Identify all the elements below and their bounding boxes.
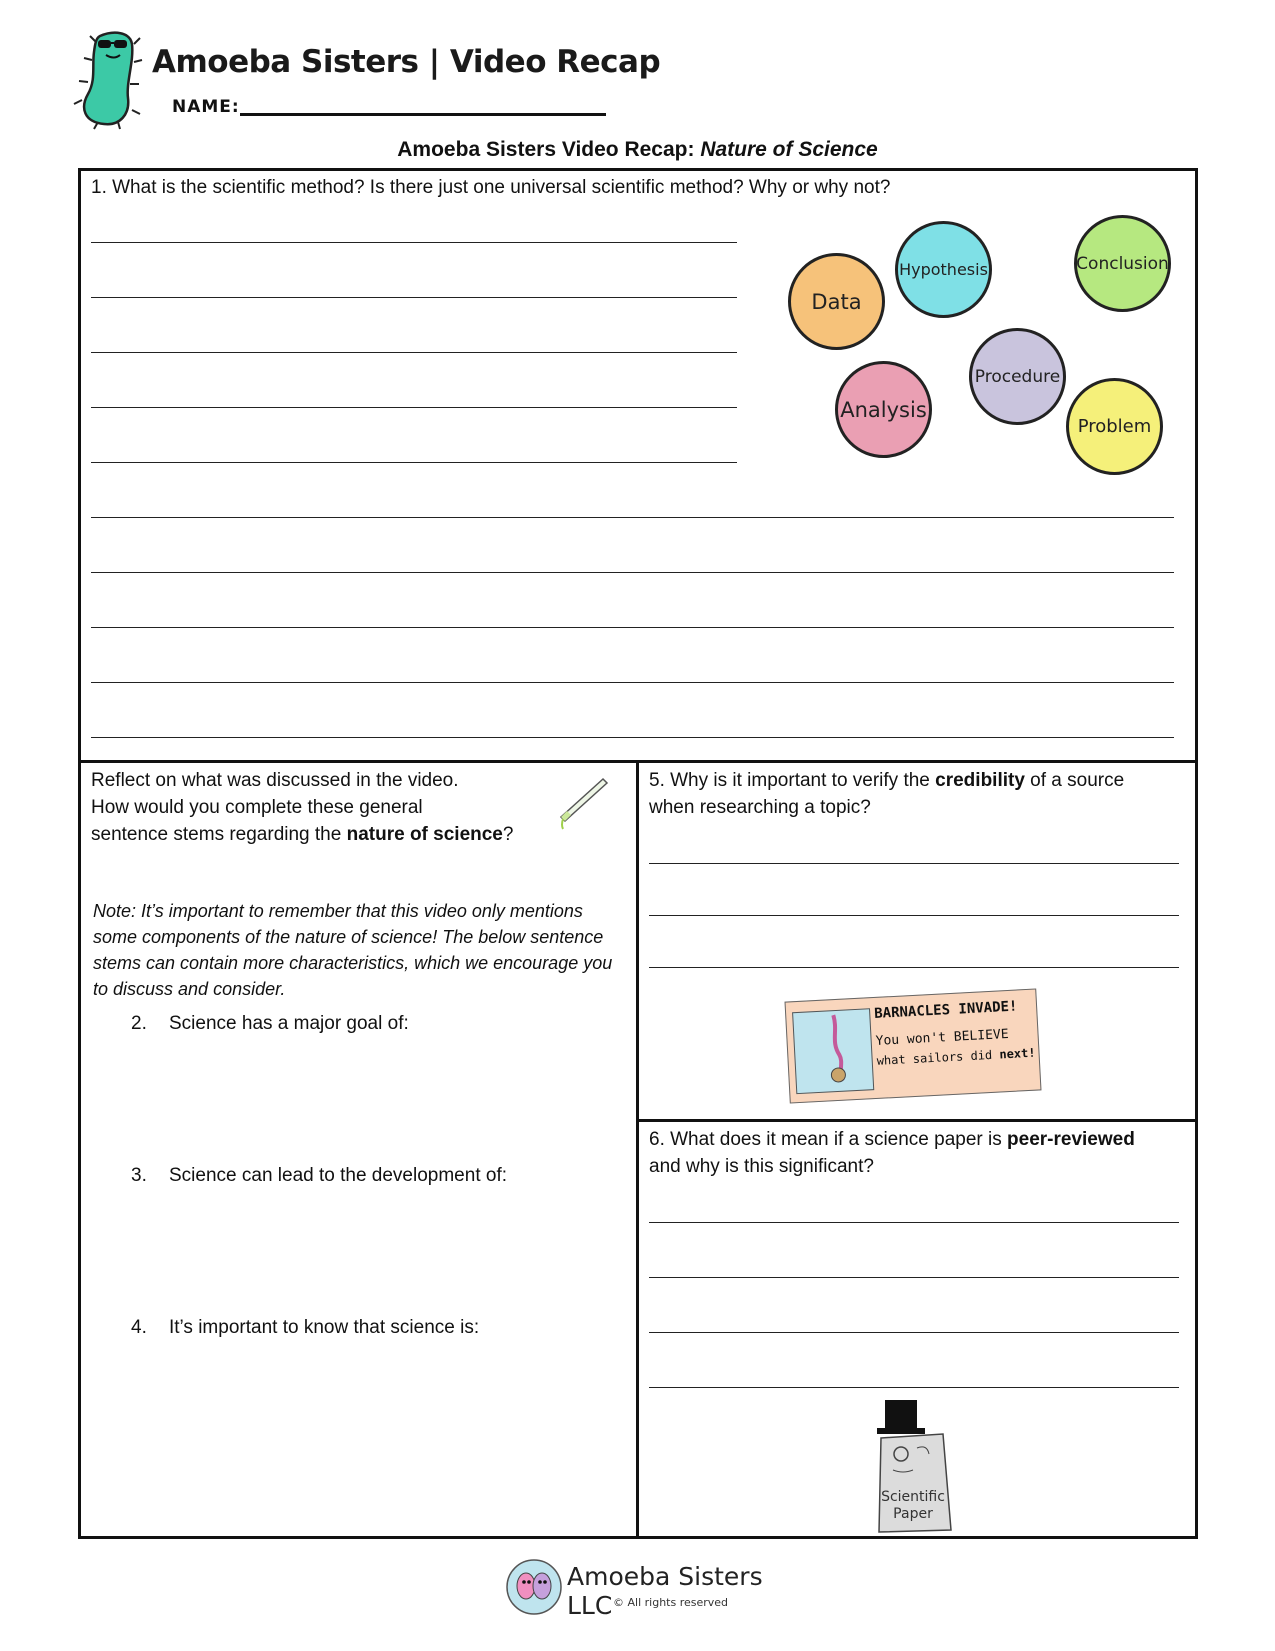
poster-headline: BARNACLES INVADE! <box>873 998 1018 1022</box>
question-1-box <box>78 168 1198 763</box>
test-tube-icon <box>551 773 611 833</box>
barnacle-icon <box>793 1009 873 1093</box>
answer-line[interactable] <box>91 297 737 298</box>
sentence-stems-box <box>78 760 639 1539</box>
circle-conclusion: Conclusion <box>1074 215 1171 312</box>
circle-hypothesis: Hypothesis <box>895 221 992 318</box>
scientific-paper-label: Scientific Paper <box>881 1489 945 1522</box>
answer-line[interactable] <box>649 1277 1179 1278</box>
answer-line[interactable] <box>91 352 737 353</box>
answer-line[interactable] <box>91 462 737 463</box>
barnacle-poster <box>785 988 1042 1103</box>
question-6-box <box>636 1119 1198 1539</box>
answer-line[interactable] <box>649 1222 1179 1223</box>
answer-line[interactable] <box>91 627 1174 628</box>
answer-line[interactable] <box>91 682 1174 683</box>
answer-line[interactable] <box>91 407 737 408</box>
stem-2: 2. Science has a major goal of: <box>131 1013 409 1034</box>
question-5-text: 5. Why is it important to verify the credibility of a source when researching a topic? <box>649 770 1125 818</box>
poster-image <box>792 1008 874 1094</box>
circle-problem: Problem <box>1066 378 1163 475</box>
answer-line[interactable] <box>91 517 1174 518</box>
stem-4: 4. It’s important to know that science is: <box>131 1317 480 1338</box>
circle-procedure: Procedure <box>969 328 1066 425</box>
answer-line[interactable] <box>649 1332 1179 1333</box>
answer-line[interactable] <box>649 967 1179 968</box>
name-label: NAME: <box>172 97 240 117</box>
footer-company-name: Amoeba Sisters LLC <box>567 1562 763 1620</box>
amoeba-sisters-circle-logo-icon <box>505 1558 563 1616</box>
stem-3: 3. Science can lead to the development of: <box>131 1165 508 1186</box>
brand-title: Amoeba Sisters | Video Recap <box>152 44 661 80</box>
answer-line[interactable] <box>91 737 1174 738</box>
question-1-text: 1. What is the scientific method? Is there just one universal scientific method? Why or why not? <box>91 177 891 198</box>
circle-data: Data <box>788 253 885 350</box>
poster-line-1: You won't BELIEVE <box>875 1026 1009 1049</box>
answer-line[interactable] <box>649 1387 1179 1388</box>
answer-line[interactable] <box>649 863 1179 864</box>
poster-line-2: what sailors did next! <box>876 1045 1036 1068</box>
question-6-text: 6. What does it mean if a science paper is peer-reviewed and why is this significant? <box>649 1129 1135 1177</box>
answer-line[interactable] <box>91 572 1174 573</box>
reflect-intro: Reflect on what was discussed in the video. How would you complete these general sentence stems regarding the nature of science? <box>91 770 514 845</box>
footer-logo <box>505 1556 777 1618</box>
name-input-line[interactable] <box>240 113 606 116</box>
question-5-box <box>636 760 1198 1122</box>
page-title: Amoeba Sisters Video Recap: Nature of Science <box>397 138 878 161</box>
answer-line[interactable] <box>649 915 1179 916</box>
answer-line[interactable] <box>91 242 737 243</box>
circle-analysis: Analysis <box>835 361 932 458</box>
footer-rights: © All rights reserved <box>613 1596 729 1609</box>
note-text: Note: It’s important to remember that this video only mentions some components of the nature of science! The below sentence stems can contain more characteristics, which we encourage you to discuss and consider. <box>93 901 613 999</box>
copyright-icon: © <box>613 1596 628 1609</box>
